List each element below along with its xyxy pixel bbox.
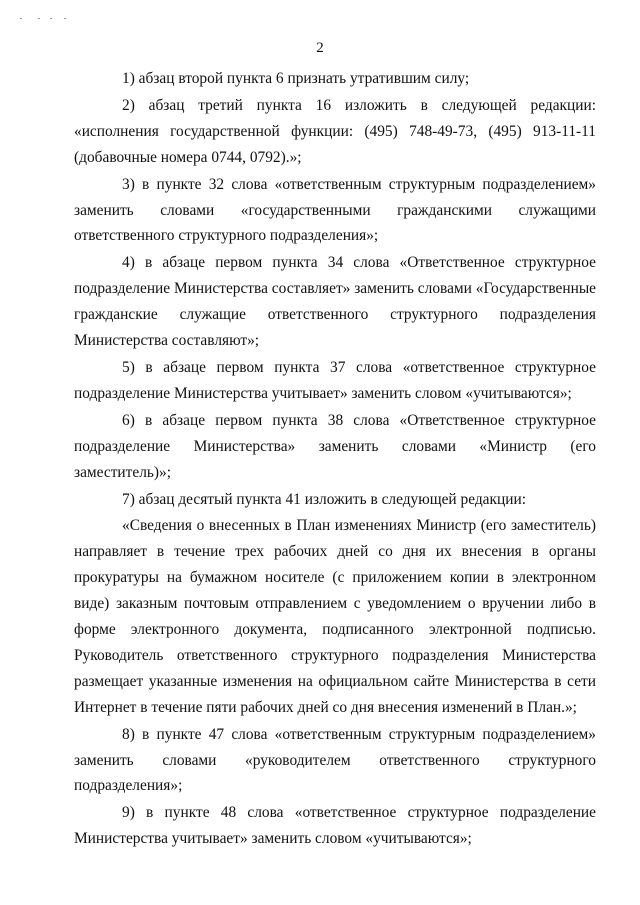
paragraph-5: 5) в абзаце первом пункта 37 слова «ответственное структурное подразделение Министерства учитывает» заменить словом «учитываются»; [74,358,596,402]
paragraph-2: 2) абзац третий пункта 16 изложить в следующей редакции: «исполнения государственной функции: (495) 748-49-73, (495) 913-11-11 (добавочные номера 0744, 0792).»; [74,96,596,166]
paragraph-9: 8) в пункте 47 слова «ответственным структурным подразделением» заменить словами «руководителем ответственного структурного подразделения»; [74,725,596,795]
paragraph-8-quote: «Сведения о внесенных в План изменениях Министр (его заместитель) направляет в течение трех рабочих дней со дня их внесения в органы прокуратуры на бумажном носителе (с приложением копии в электронном виде) заказным почтовым отправлением с уведомлением о вручении либо в форме электронного документа, подписанного электронной подписью. Руководитель ответственного структурного подразделения Министерства размещает указанные изменения на официальном сайте Министерства в сети Интернет в течение пяти рабочих дней со дня внесения изменений в План.»; [74,517,596,716]
paragraph-4: 4) в абзаце первом пункта 34 слова «Ответственное структурное подразделение Министерства составляет» заменить словами «Государственные гражданские служащие ответственного структурного подразделения Министерства составляют»; [74,254,596,350]
paragraph-3: 3) в пункте 32 слова «ответственным структурным подразделением» заменить словами «государственными гражданскими служащими ответственного структурного подразделения»; [74,175,596,245]
paragraph-10: 9) в пункте 48 слова «ответственное структурное подразделение Министерства учитывает» заменить словом «учитываются»; [74,804,596,848]
page-number: 2 [316,40,324,56]
paragraph-6: 6) в абзаце первом пункта 38 слова «Ответственное структурное подразделение Министерства» заменить словами «Министр (его заместитель)»; [74,411,596,481]
document-body [74,66,596,852]
paragraph-7: 7) абзац десятый пункта 41 изложить в следующей редакции: [122,490,526,508]
paragraph-1: 1) абзац второй пункта 6 признать утратившим силу; [122,70,470,87]
scan-artifact [20,14,70,24]
